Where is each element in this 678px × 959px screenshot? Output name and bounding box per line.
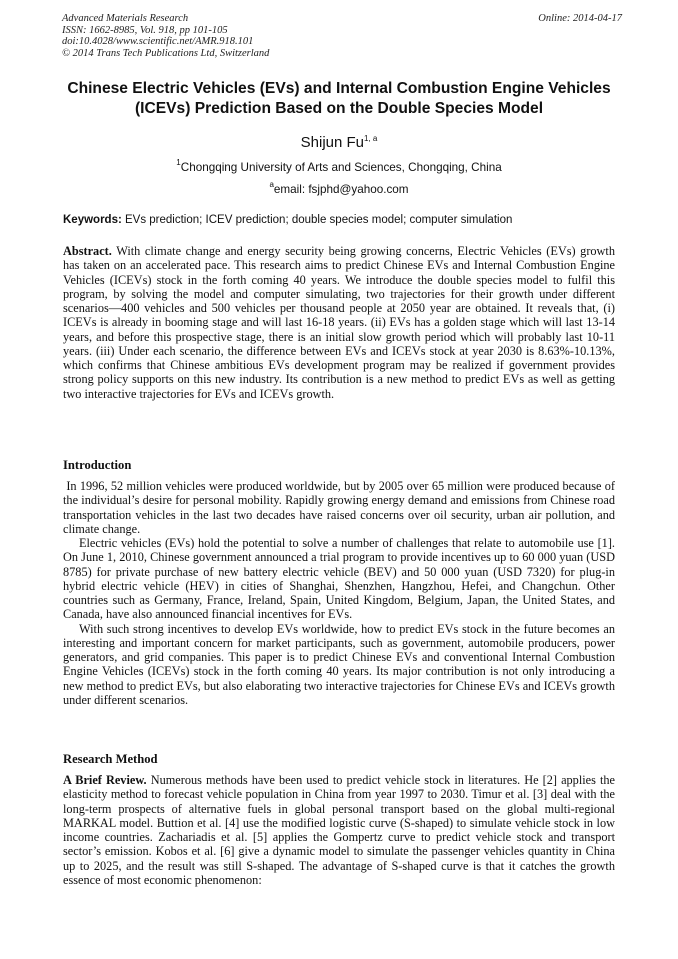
brief-review-text: Numerous methods have been used to predict vehicle stock in literatures. He [2] applies the elasticity method to forecast vehicle population in China from year 1997 to 2030. Timur et al. [3] deal with the long-term prospects of alternative fuels in global personal transport based on the global multi-regional MARKAL model. Buttion et al. [4] use the modified logistic curve (S-shaped) to simulate vehicle stock in low income countries. Zachariadis et al. [5] applies the Gompertz curve to predict vehicle stock and transport sector’s emission. Kobos et al. [6] give a dynamic model to simulate the passenger vehicles quantity in China up to 2025, and the result was still S-shaped. The advantage of S-shaped curve is that it catches the growth essence of most economic phenomenon: bbox=[63, 773, 616, 887]
keywords bbox=[63, 213, 615, 227]
intro-paragraph: Electric vehicles (EVs) hold the potential to solve a number of challenges that relate to automobile use [1]. On June 1, 2010, Chinese government announced a trial program to provide incentives up to 60 000 yuan (USD 8785) for private purchase of new battery electric vehicle (BEV) and 50 000 yuan (USD 7320) for plug-in hybrid electric vehicle (HEV) in cities of Shanghai, Shenzhen, Hangzhou, Hefei, and Changchun. Other countries such as Germany, France, Ireland, Spain, United Kingdom, Belgium, Japan, the United States, and Canada, have also announced financial incentives for EVs. bbox=[63, 536, 615, 622]
copyright-line: © 2014 Trans Tech Publications Ltd, Switzerland bbox=[62, 47, 270, 59]
brief-review-subheading: A Brief Review. bbox=[63, 773, 147, 787]
research-method-body bbox=[63, 773, 615, 887]
publication-header bbox=[62, 13, 622, 59]
email-text: email: fsjphd@yahoo.com bbox=[273, 183, 409, 196]
affiliation-text: Chongqing University of Arts and Sciences, Chongqing, China bbox=[180, 161, 502, 174]
author-name: Shijun Fu bbox=[300, 134, 365, 151]
issn-line: ISSN: 1662-8985, Vol. 918, pp 101-105 bbox=[62, 24, 228, 36]
doi-line: doi:10.4028/www.scientific.net/AMR.918.101 bbox=[62, 36, 254, 47]
intro-paragraph: With such strong incentives to develop EVs worldwide, how to predict EVs stock in the future becomes an interesting and important concern for market participants, such as government, automobile producers, power generators, and grid companies. This paper is to predict Chinese EVs and conventional Internal Combustion Engine Vehicles (ICEVs) stock in the forth coming 40 years. Its major contribution is not only introducing a new method to predict EVs, but also elaborating two interactive trajectories for Chinese EVs and ICEVs growth under different scenarios. bbox=[63, 621, 615, 707]
journal-name: Advanced Materials Research bbox=[62, 13, 189, 24]
affiliation bbox=[0, 156, 678, 175]
introduction-heading: Introduction bbox=[63, 458, 132, 472]
author-email bbox=[0, 178, 678, 197]
introduction-body bbox=[63, 479, 615, 707]
keywords-text: EVs prediction; ICEV prediction; double species model; computer simulation bbox=[125, 214, 513, 226]
email-superscript: a bbox=[269, 180, 274, 189]
affiliation-superscript: 1 bbox=[176, 158, 181, 167]
intro-paragraph: In 1996, 52 million vehicles were produced worldwide, but by 2005 over 65 million were produced because of the individual’s desire for personal mobility. Rapidly growing energy demand and emissions from Chinese road transportation vehicles in the last two decades have raised concerns over oil security, urban air pollution, and climate change. bbox=[63, 479, 615, 536]
research-method-heading: Research Method bbox=[63, 752, 158, 766]
author-line bbox=[0, 130, 678, 152]
abstract bbox=[63, 244, 615, 401]
abstract-text: With climate change and energy security being growing concerns, Electric Vehicles (EVs) growth has taken on an accelerated pace. This research aims to predict Chinese EVs and Internal Combustion Engine Vehicles (ICEVs) stock in the forth coming 40 years. We introduce the double species model to fulfil this program, by solving the model and computer simulating, two trajectories for their growth under different scenarios—400 vehicles and 500 vehicles per thousand people at 2050 year are obtained. It reveals that, (i) ICEVs is already in booming stage and will last 16-18 years. (ii) EVs has a golden stage which will last 13-14 years, and before this prospective stage, there is an initial slow growth period which will probably last 10-11 years. (iii) Under each scenario, the difference between EVs and ICEVs stock at year 2030 is 8.63%-10.13%, which confirms that Chinese ambitious EVs development program may be realized if government provides strong policy supports on this new industry. Its contribution is a new method to predict EVs as well as getting two interactive trajectories for EVs and ICEVs growth. bbox=[63, 244, 616, 401]
abstract-label: Abstract. bbox=[63, 244, 112, 258]
paper-title: Chinese Electric Vehicles (EVs) and Internal Combustion Engine Vehicles (ICEVs) Prediction Based on the Double Species Model bbox=[67, 80, 611, 117]
keywords-label: Keywords: bbox=[63, 214, 122, 226]
author-superscript: 1, a bbox=[364, 134, 378, 143]
online-date: Online: 2014-04-17 bbox=[538, 13, 622, 24]
